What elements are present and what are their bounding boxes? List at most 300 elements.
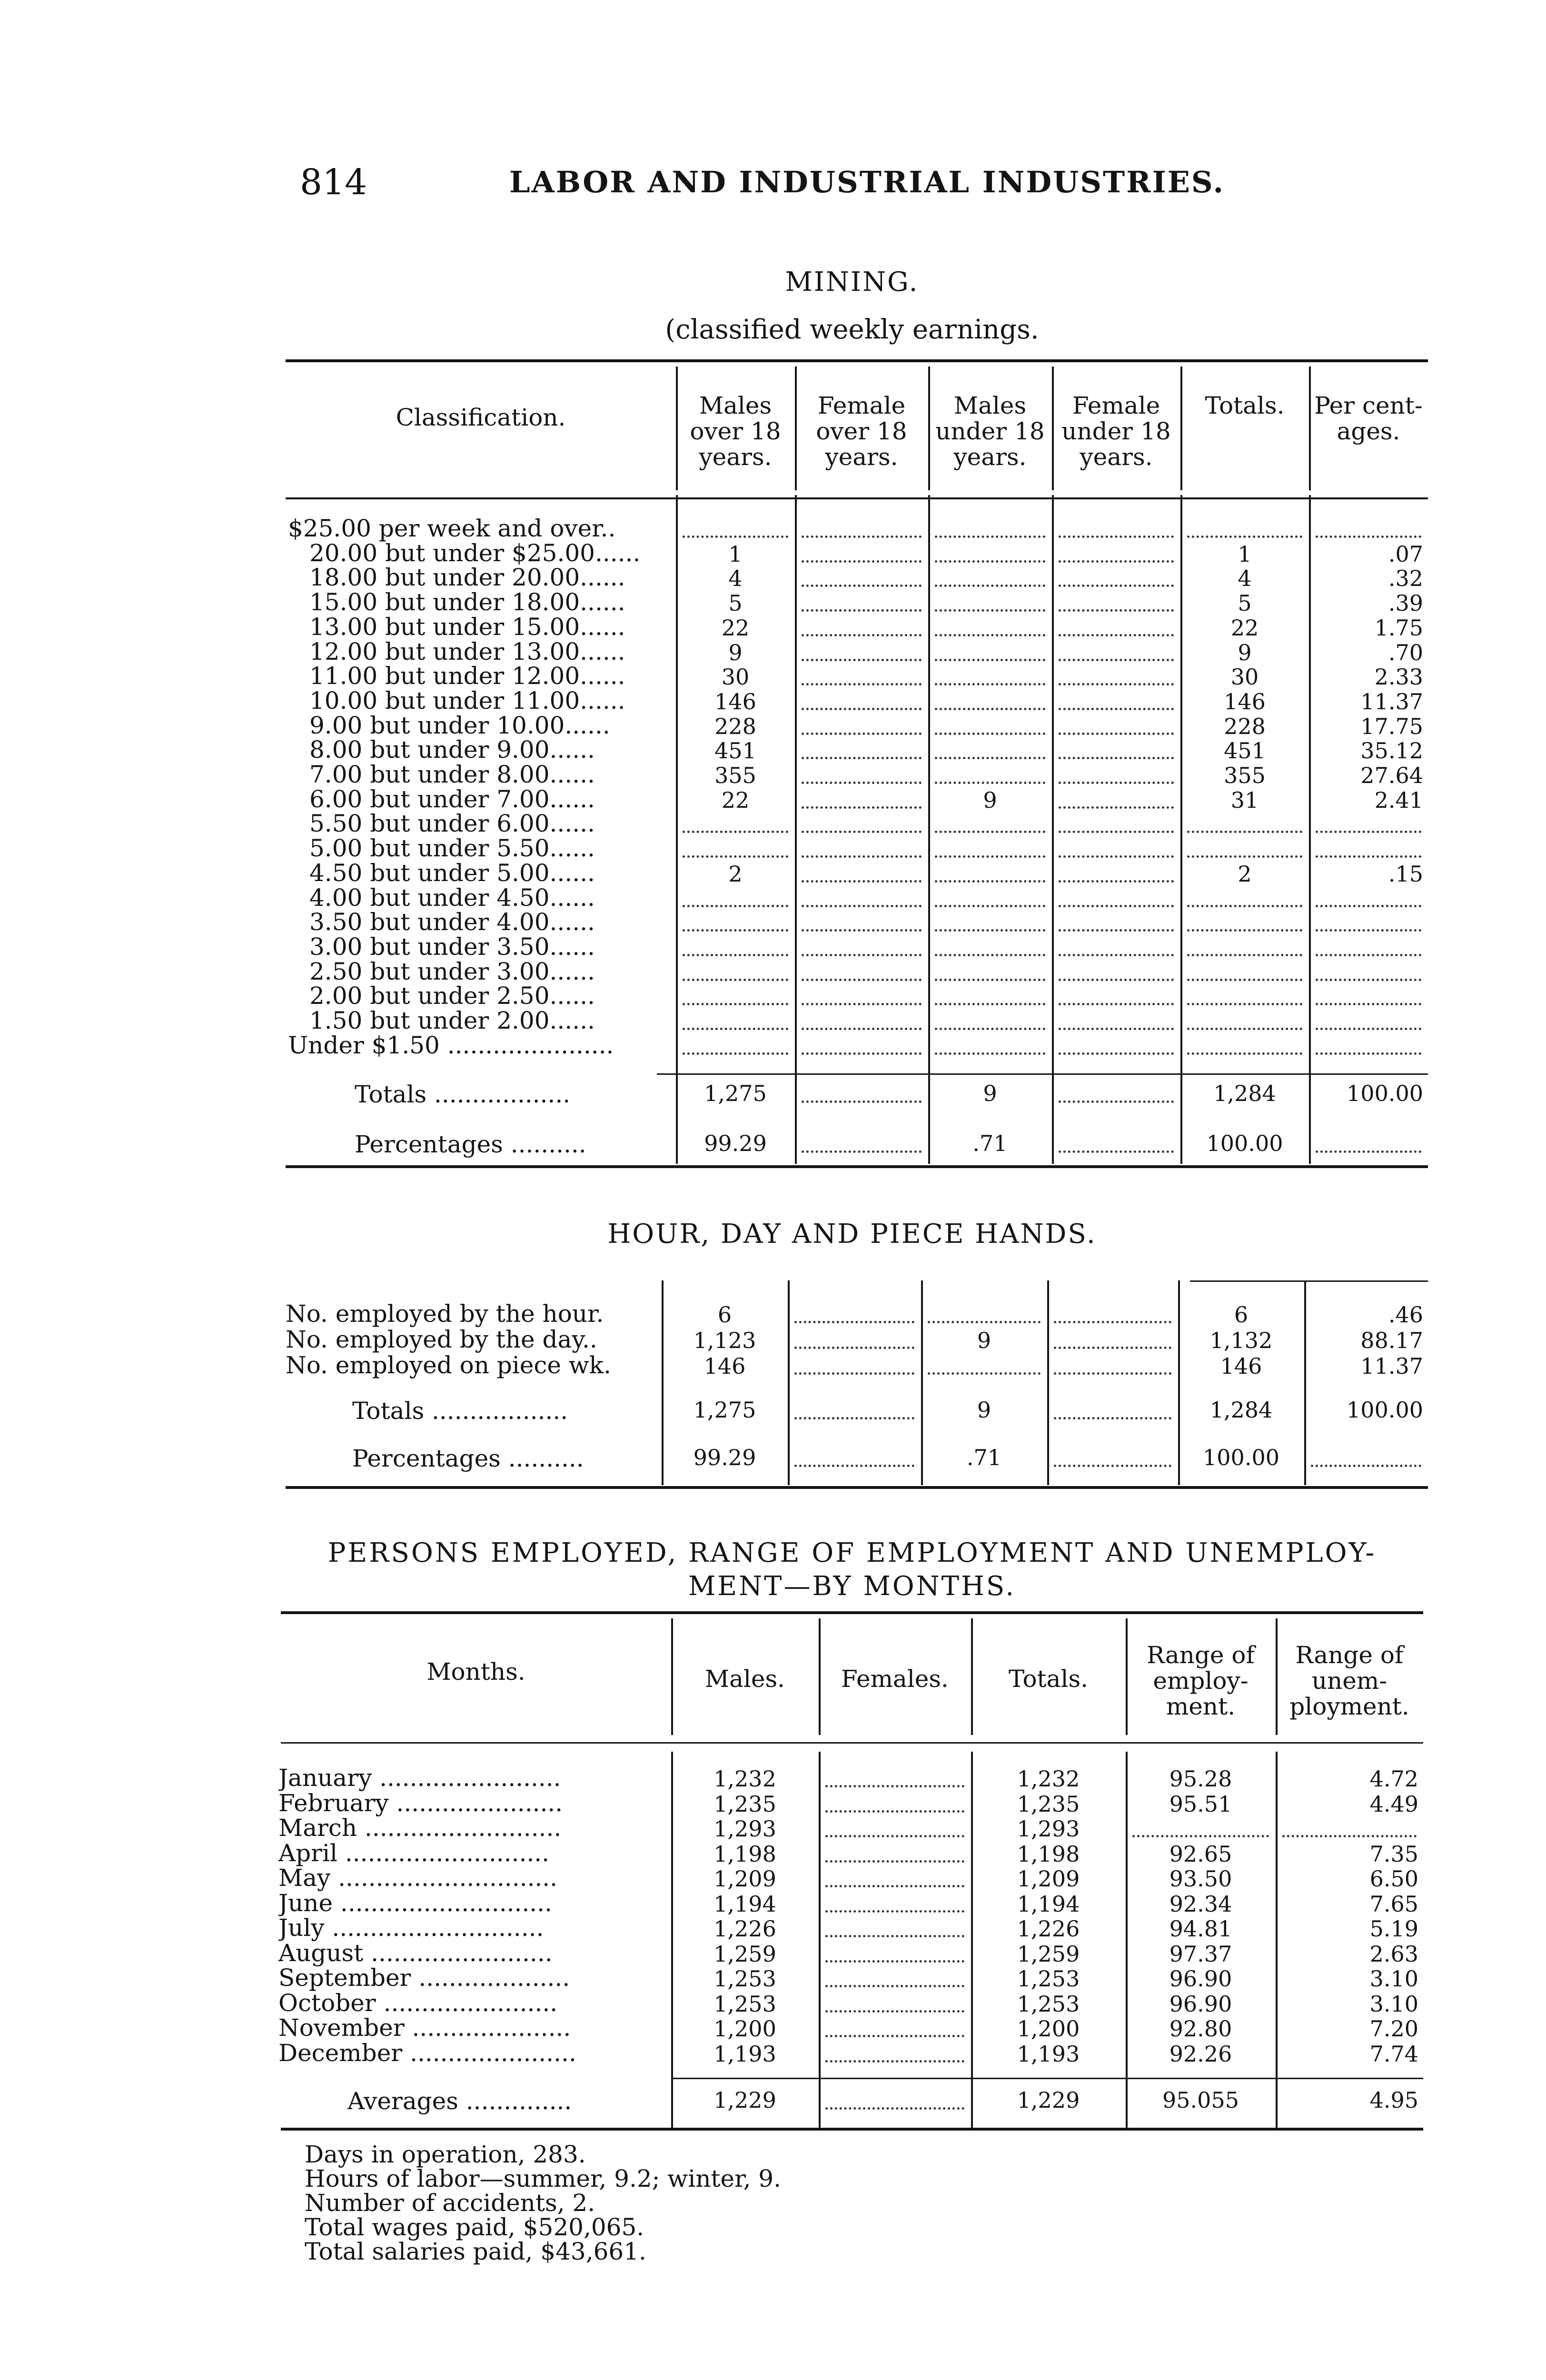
mining-cell: 9 <box>728 639 743 665</box>
leader-dots <box>1059 880 1174 883</box>
hour-day-row-label: No. employed by the hour. <box>286 1300 604 1328</box>
leader-dots <box>794 1321 914 1323</box>
column-rule <box>1126 1752 1128 2128</box>
leader-dots <box>802 634 922 636</box>
leader-dots <box>802 880 922 883</box>
hour-day-cell: 11.37 <box>1360 1353 1423 1379</box>
leader-dots <box>802 1028 922 1030</box>
employment-cell: 92.34 <box>1169 1891 1232 1917</box>
rule-line <box>671 2078 1423 2079</box>
mining-row-label: 6.00 but under 7.00...... <box>309 785 595 813</box>
mining-row-label: 18.00 but under 20.00...... <box>309 564 625 592</box>
leader-dots <box>935 560 1045 563</box>
hour-day-cell: .46 <box>1388 1302 1423 1328</box>
employment-cell: 7.20 <box>1369 2016 1418 2042</box>
leader-dots <box>683 831 788 833</box>
employment-col-months: Months. <box>426 1658 525 1686</box>
mining-row-label: 20.00 but under $25.00...... <box>309 539 641 567</box>
employment-row-label: August ........................ <box>278 1939 553 1967</box>
employment-cell: 1,209 <box>714 1866 776 1892</box>
leader-dots <box>1059 560 1174 563</box>
leader-dots <box>683 929 788 932</box>
mining-cell: 31 <box>1230 787 1259 813</box>
leader-dots <box>825 1985 964 1987</box>
employment-row-label: April ........................... <box>278 1839 550 1867</box>
mining-row-label: 5.00 but under 5.50...... <box>309 834 595 863</box>
running-head: LABOR AND INDUSTRIAL INDUSTRIES. <box>509 165 1225 199</box>
column-rule <box>1276 1618 1278 1735</box>
mining-cell: 228 <box>714 713 756 739</box>
mining-row-label: 7.00 but under 8.00...... <box>309 761 595 788</box>
rule-line <box>281 1611 1423 1614</box>
column-rule <box>671 1752 673 2128</box>
column-rule <box>676 367 678 490</box>
mining-row-label: $25.00 per week and over.. <box>288 515 616 542</box>
employment-cell: 1,198 <box>714 1841 776 1867</box>
mining-cell: 30 <box>721 664 750 690</box>
employment-cell: 6.50 <box>1369 1866 1418 1892</box>
mining-cell: 146 <box>714 688 756 714</box>
employment-cell: 92.26 <box>1169 2041 1232 2067</box>
leader-dots <box>683 979 788 981</box>
leader-dots <box>802 1101 922 1103</box>
mining-row-label: 8.00 but under 9.00...... <box>309 736 595 764</box>
employment-title-line1: PERSONS EMPLOYED, RANGE OF EMPLOYMENT AND UNEMPLOY- <box>327 1537 1377 1568</box>
leader-dots <box>1316 831 1421 833</box>
leader-dots <box>1316 855 1421 858</box>
mining-cell: 146 <box>1224 688 1266 714</box>
mining-cell: 1 <box>1238 541 1252 567</box>
leader-dots <box>1187 1052 1302 1055</box>
column-rule <box>1126 1618 1128 1735</box>
employment-col-header: Males. <box>704 1665 785 1693</box>
leader-dots <box>825 1860 964 1863</box>
mining-row-label: 2.50 but under 3.00...... <box>309 957 595 985</box>
employment-row-label: September .................... <box>278 1964 570 1992</box>
mining-row-label: 13.00 but under 15.00...... <box>309 613 625 641</box>
page-number: 814 <box>300 162 367 203</box>
leader-dots <box>1059 536 1174 538</box>
mining-cell: .39 <box>1388 590 1423 616</box>
leader-dots <box>1054 1417 1171 1419</box>
column-rule <box>928 495 930 1164</box>
leader-dots <box>1059 905 1174 907</box>
leader-dots <box>1059 929 1174 932</box>
leader-dots <box>1187 929 1302 932</box>
mining-cell: 1.75 <box>1374 615 1423 641</box>
leader-dots <box>1059 1052 1174 1055</box>
leader-dots <box>802 905 922 907</box>
mining-col-header: Males over 18 years. <box>690 392 781 471</box>
hour-day-cell: 9 <box>977 1328 991 1353</box>
employment-cell: 3.10 <box>1369 1966 1418 1992</box>
column-rule <box>676 495 678 1164</box>
employment-cell: 7.35 <box>1369 1841 1418 1867</box>
leader-dots <box>935 905 1045 907</box>
employment-row-label: March .......................... <box>278 1814 562 1842</box>
mining-cell: .07 <box>1388 541 1423 567</box>
column-rule <box>1052 495 1054 1164</box>
employment-cell: 5.19 <box>1369 1916 1418 1942</box>
leader-dots <box>935 659 1045 661</box>
employment-cell: 1,293 <box>714 1816 776 1842</box>
employment-cell: 4.72 <box>1369 1766 1418 1792</box>
leader-dots <box>935 929 1045 932</box>
leader-dots <box>935 1003 1045 1005</box>
leader-dots <box>1059 609 1174 612</box>
employment-row-label: December ...................... <box>278 2039 576 2067</box>
hour-day-cell: 146 <box>704 1353 746 1379</box>
mining-col-header: Per cent-ages. <box>1314 392 1423 445</box>
mining-row-label: 3.00 but under 3.50...... <box>309 932 595 961</box>
rule-line <box>286 359 1428 362</box>
mining-cell: 228 <box>1224 713 1266 739</box>
leader-dots <box>825 1810 964 1813</box>
leader-dots <box>935 1028 1045 1030</box>
column-rule <box>1180 495 1182 1164</box>
leader-dots <box>928 1321 1041 1323</box>
hour-day-cell: 1,132 <box>1209 1328 1273 1353</box>
leader-dots <box>1059 1101 1174 1103</box>
employment-cell: 1,253 <box>714 1991 776 2017</box>
column-rule <box>1052 367 1054 490</box>
leader-dots <box>935 880 1045 883</box>
leader-dots <box>802 831 922 833</box>
column-rule <box>671 1618 673 1735</box>
hour-day-cell: 1,123 <box>693 1328 756 1353</box>
leader-dots <box>802 979 922 981</box>
leader-dots <box>802 609 922 612</box>
mining-row-label: 15.00 but under 18.00...... <box>309 588 625 616</box>
employment-col-header: Range of unem-ployment. <box>1289 1641 1409 1720</box>
leader-dots <box>1187 536 1302 538</box>
leader-dots <box>1059 634 1174 636</box>
hour-day-cell: 146 <box>1220 1353 1262 1379</box>
mining-cell: 11.37 <box>1360 688 1423 714</box>
rule-line <box>286 497 1428 499</box>
employment-cell: 1,209 <box>1017 1866 1080 1892</box>
leader-dots <box>1059 806 1174 809</box>
leader-dots <box>683 1003 788 1005</box>
employment-col-header: Totals. <box>1008 1665 1089 1693</box>
leader-dots <box>802 1003 922 1005</box>
mining-cell: 4 <box>728 565 743 592</box>
mining-row-label: 5.50 but under 6.00...... <box>309 810 595 838</box>
employment-row-label: February ...................... <box>278 1789 563 1817</box>
footnote-line: Total wages paid, $520,065. <box>305 2213 644 2241</box>
leader-dots <box>1059 659 1174 661</box>
employment-cell: 1,232 <box>714 1766 776 1792</box>
hour-day-percentages-cell: .71 <box>966 1445 1002 1470</box>
leader-dots <box>928 1372 1041 1375</box>
employment-row-label: November ..................... <box>278 2014 571 2042</box>
mining-percentages-cell: 99.29 <box>704 1130 767 1156</box>
leader-dots <box>1187 905 1302 907</box>
leader-dots <box>802 757 922 759</box>
leader-dots <box>825 1935 964 1937</box>
employment-averages-cell: 1,229 <box>714 2087 776 2113</box>
leader-dots <box>825 1960 964 1963</box>
mining-cell: 2 <box>728 861 743 887</box>
hour-day-percentages-cell: 99.29 <box>693 1445 756 1470</box>
employment-cell: 1,235 <box>714 1791 776 1817</box>
employment-row-label: January ........................ <box>278 1764 561 1792</box>
leader-dots <box>802 659 922 661</box>
leader-dots <box>683 855 788 858</box>
employment-row-label: May ............................. <box>278 1864 558 1892</box>
leader-dots <box>802 855 922 858</box>
hour-day-totals-cell: 9 <box>977 1397 991 1423</box>
mining-cell: 451 <box>714 738 756 764</box>
leader-dots <box>802 1052 922 1055</box>
hour-day-percentages-label: Percentages .......... <box>352 1445 584 1472</box>
mining-totals-cell: 1,284 <box>1213 1081 1276 1106</box>
mining-col-header: Totals. <box>1205 392 1285 419</box>
employment-cell: 1,293 <box>1017 1816 1080 1842</box>
employment-cell: 92.65 <box>1169 1841 1232 1867</box>
mining-cell: 27.64 <box>1360 763 1423 788</box>
hour-day-percentages-cell: 100.00 <box>1203 1445 1279 1470</box>
leader-dots <box>1059 855 1174 858</box>
leader-dots <box>935 1052 1045 1055</box>
employment-averages-cell: 95.055 <box>1162 2087 1239 2113</box>
leader-dots <box>1316 954 1421 956</box>
leader-dots <box>1059 733 1174 735</box>
column-rule <box>788 1280 790 1485</box>
leader-dots <box>1059 708 1174 710</box>
employment-col-header: Range of employ-ment. <box>1147 1641 1255 1720</box>
rule-line <box>1190 1280 1428 1282</box>
employment-cell: 93.50 <box>1169 1866 1232 1892</box>
leader-dots <box>935 855 1045 858</box>
leader-dots <box>1054 1347 1171 1349</box>
column-rule <box>795 495 797 1164</box>
employment-cell: 95.51 <box>1169 1791 1232 1817</box>
employment-cell: 2.63 <box>1369 1941 1418 1967</box>
leader-dots <box>935 757 1045 759</box>
column-rule <box>971 1752 973 2128</box>
mining-cell: 2.41 <box>1374 787 1423 813</box>
leader-dots <box>1054 1321 1171 1323</box>
hour-day-totals-cell: 1,284 <box>1209 1397 1273 1423</box>
column-rule <box>795 367 797 490</box>
employment-cell: 1,235 <box>1017 1791 1080 1817</box>
employment-row-label: October ....................... <box>278 1989 558 2017</box>
mining-subtitle: (classified weekly earnings. <box>665 314 1039 345</box>
employment-cell: 1,259 <box>1017 1941 1080 1967</box>
leader-dots <box>935 609 1045 612</box>
leader-dots <box>935 585 1045 587</box>
leader-dots <box>802 585 922 587</box>
leader-dots <box>935 831 1045 833</box>
rule-line <box>286 1486 1428 1489</box>
mining-totals-cell: 100.00 <box>1347 1081 1423 1106</box>
leader-dots <box>825 2060 964 2063</box>
hour-day-cell: 6 <box>717 1302 732 1328</box>
mining-col-header: Males under 18 years. <box>935 392 1045 471</box>
employment-row-label: July ............................ <box>278 1914 544 1942</box>
leader-dots <box>802 954 922 956</box>
leader-dots <box>1187 1003 1302 1005</box>
mining-percentages-label: Percentages .......... <box>355 1130 586 1158</box>
leader-dots <box>1059 979 1174 981</box>
column-rule <box>819 1618 821 1735</box>
leader-dots <box>1316 979 1421 981</box>
employment-cell: 3.10 <box>1369 1991 1418 2017</box>
employment-cell: 92.80 <box>1169 2016 1232 2042</box>
mining-cell: 355 <box>714 763 756 788</box>
column-rule <box>1304 1280 1306 1485</box>
mining-col-classification: Classification. <box>396 404 566 431</box>
employment-cell: 95.28 <box>1169 1766 1232 1792</box>
leader-dots <box>683 1052 788 1055</box>
leader-dots <box>935 954 1045 956</box>
employment-cell: 1,253 <box>1017 1991 1080 2017</box>
employment-cell: 96.90 <box>1169 1991 1232 2017</box>
employment-cell: 1,194 <box>1017 1891 1080 1917</box>
leader-dots <box>1316 905 1421 907</box>
mining-cell: 5 <box>728 590 743 616</box>
leader-dots <box>935 708 1045 710</box>
leader-dots <box>683 1028 788 1030</box>
mining-cell: 5 <box>1238 590 1252 616</box>
mining-cell: 2.33 <box>1374 664 1423 690</box>
leader-dots <box>935 536 1045 538</box>
employment-cell: 4.49 <box>1369 1791 1418 1817</box>
page-header <box>300 162 1252 214</box>
leader-dots <box>825 1835 964 1837</box>
leader-dots <box>802 560 922 563</box>
leader-dots <box>683 905 788 907</box>
leader-dots <box>794 1347 914 1349</box>
mining-cell: .70 <box>1388 639 1423 665</box>
mining-cell: 35.12 <box>1360 738 1423 764</box>
mining-cell: 22 <box>1230 615 1259 641</box>
employment-cell: 1,198 <box>1017 1841 1080 1867</box>
leader-dots <box>1316 1028 1421 1030</box>
leader-dots <box>802 708 922 710</box>
hour-day-row-label: No. employed on piece wk. <box>286 1351 611 1379</box>
mining-percentages-cell: 100.00 <box>1206 1130 1283 1156</box>
mining-row-label: 3.50 but under 4.00...... <box>309 908 595 936</box>
leader-dots <box>1059 954 1174 956</box>
employment-cell: 1,253 <box>714 1966 776 1992</box>
leader-dots <box>825 1910 964 1913</box>
mining-totals-cell: 1,275 <box>704 1081 767 1106</box>
hour-day-totals-label: Totals .................. <box>352 1397 568 1425</box>
leader-dots <box>1316 1003 1421 1005</box>
mining-cell: 22 <box>721 787 750 813</box>
leader-dots <box>794 1465 914 1467</box>
leader-dots <box>825 1885 964 1887</box>
mining-row-label: 1.50 but under 2.00...... <box>309 1007 595 1034</box>
column-rule <box>928 367 930 490</box>
leader-dots <box>935 979 1045 981</box>
employment-col-header: Females. <box>841 1665 949 1693</box>
mining-row-label: 10.00 but under 11.00...... <box>309 686 625 714</box>
employment-cell: 7.74 <box>1369 2041 1418 2067</box>
employment-row-label: June ............................ <box>278 1889 552 1917</box>
leader-dots <box>935 634 1045 636</box>
leader-dots <box>825 2035 964 2037</box>
leader-dots <box>794 1372 914 1375</box>
column-rule <box>1276 1752 1278 2128</box>
leader-dots <box>1316 1150 1421 1153</box>
leader-dots <box>1187 1028 1302 1030</box>
employment-cell: 1,259 <box>714 1941 776 1967</box>
footnote-line: Days in operation, 283. <box>305 2141 586 2168</box>
employment-cell: 1,200 <box>714 2016 776 2042</box>
mining-cell: .32 <box>1388 565 1423 592</box>
mining-cell: 451 <box>1224 738 1266 764</box>
leader-dots <box>683 536 788 538</box>
mining-col-header: Female over 18 years. <box>816 392 907 471</box>
employment-cell: 7.65 <box>1369 1891 1418 1917</box>
leader-dots <box>802 782 922 784</box>
employment-cell: 1,253 <box>1017 1966 1080 1992</box>
leader-dots <box>1316 536 1421 538</box>
rule-line <box>286 1165 1428 1168</box>
mining-cell: 30 <box>1230 664 1259 690</box>
employment-cell: 1,226 <box>714 1916 776 1942</box>
employment-cell: 1,200 <box>1017 2016 1080 2042</box>
leader-dots <box>1187 831 1302 833</box>
mining-row-label: 4.50 but under 5.00...... <box>309 859 595 887</box>
rule-line <box>281 2128 1423 2131</box>
hour-day-totals-cell: 1,275 <box>693 1397 756 1423</box>
hour-day-row-label: No. employed by the day.. <box>286 1326 597 1353</box>
leader-dots <box>802 683 922 685</box>
mining-col-header: Female under 18 years. <box>1061 392 1171 471</box>
mining-cell: 9 <box>1238 639 1252 665</box>
leader-dots <box>825 1785 964 1787</box>
leader-dots <box>802 1150 922 1153</box>
leader-dots <box>802 536 922 538</box>
mining-cell: 1 <box>728 541 743 567</box>
leader-dots <box>1316 1052 1421 1055</box>
leader-dots <box>1059 831 1174 833</box>
employment-averages-cell: 1,229 <box>1017 2087 1080 2113</box>
column-rule <box>819 1752 821 2128</box>
leader-dots <box>1187 954 1302 956</box>
leader-dots <box>935 782 1045 784</box>
leader-dots <box>1059 1150 1174 1153</box>
employment-cell: 1,232 <box>1017 1766 1080 1792</box>
mining-cell: 17.75 <box>1360 713 1423 739</box>
mining-cell: .15 <box>1388 861 1423 887</box>
employment-averages-label: Averages .............. <box>347 2087 572 2115</box>
mining-row-label: 9.00 but under 10.00...... <box>309 711 610 739</box>
employment-cell: 1,193 <box>1017 2041 1080 2067</box>
employment-cell: 1,193 <box>714 2041 776 2067</box>
leader-dots <box>802 929 922 932</box>
hour-day-totals-cell: 100.00 <box>1347 1397 1423 1423</box>
column-rule <box>921 1280 923 1485</box>
leader-dots <box>1059 683 1174 685</box>
leader-dots <box>1059 1028 1174 1030</box>
leader-dots <box>794 1417 914 1419</box>
leader-dots <box>935 683 1045 685</box>
mining-cell: 4 <box>1238 565 1252 592</box>
leader-dots <box>802 733 922 735</box>
mining-row-label: 2.00 but under 2.50...... <box>309 982 595 1010</box>
mining-totals-cell: 9 <box>983 1081 997 1106</box>
leader-dots <box>683 954 788 956</box>
footnote-line: Hours of labor—summer, 9.2; winter, 9. <box>305 2165 781 2192</box>
employment-cell: 97.37 <box>1169 1941 1232 1967</box>
leader-dots <box>1132 1835 1269 1837</box>
mining-row-label: 11.00 but under 12.00...... <box>309 662 625 690</box>
